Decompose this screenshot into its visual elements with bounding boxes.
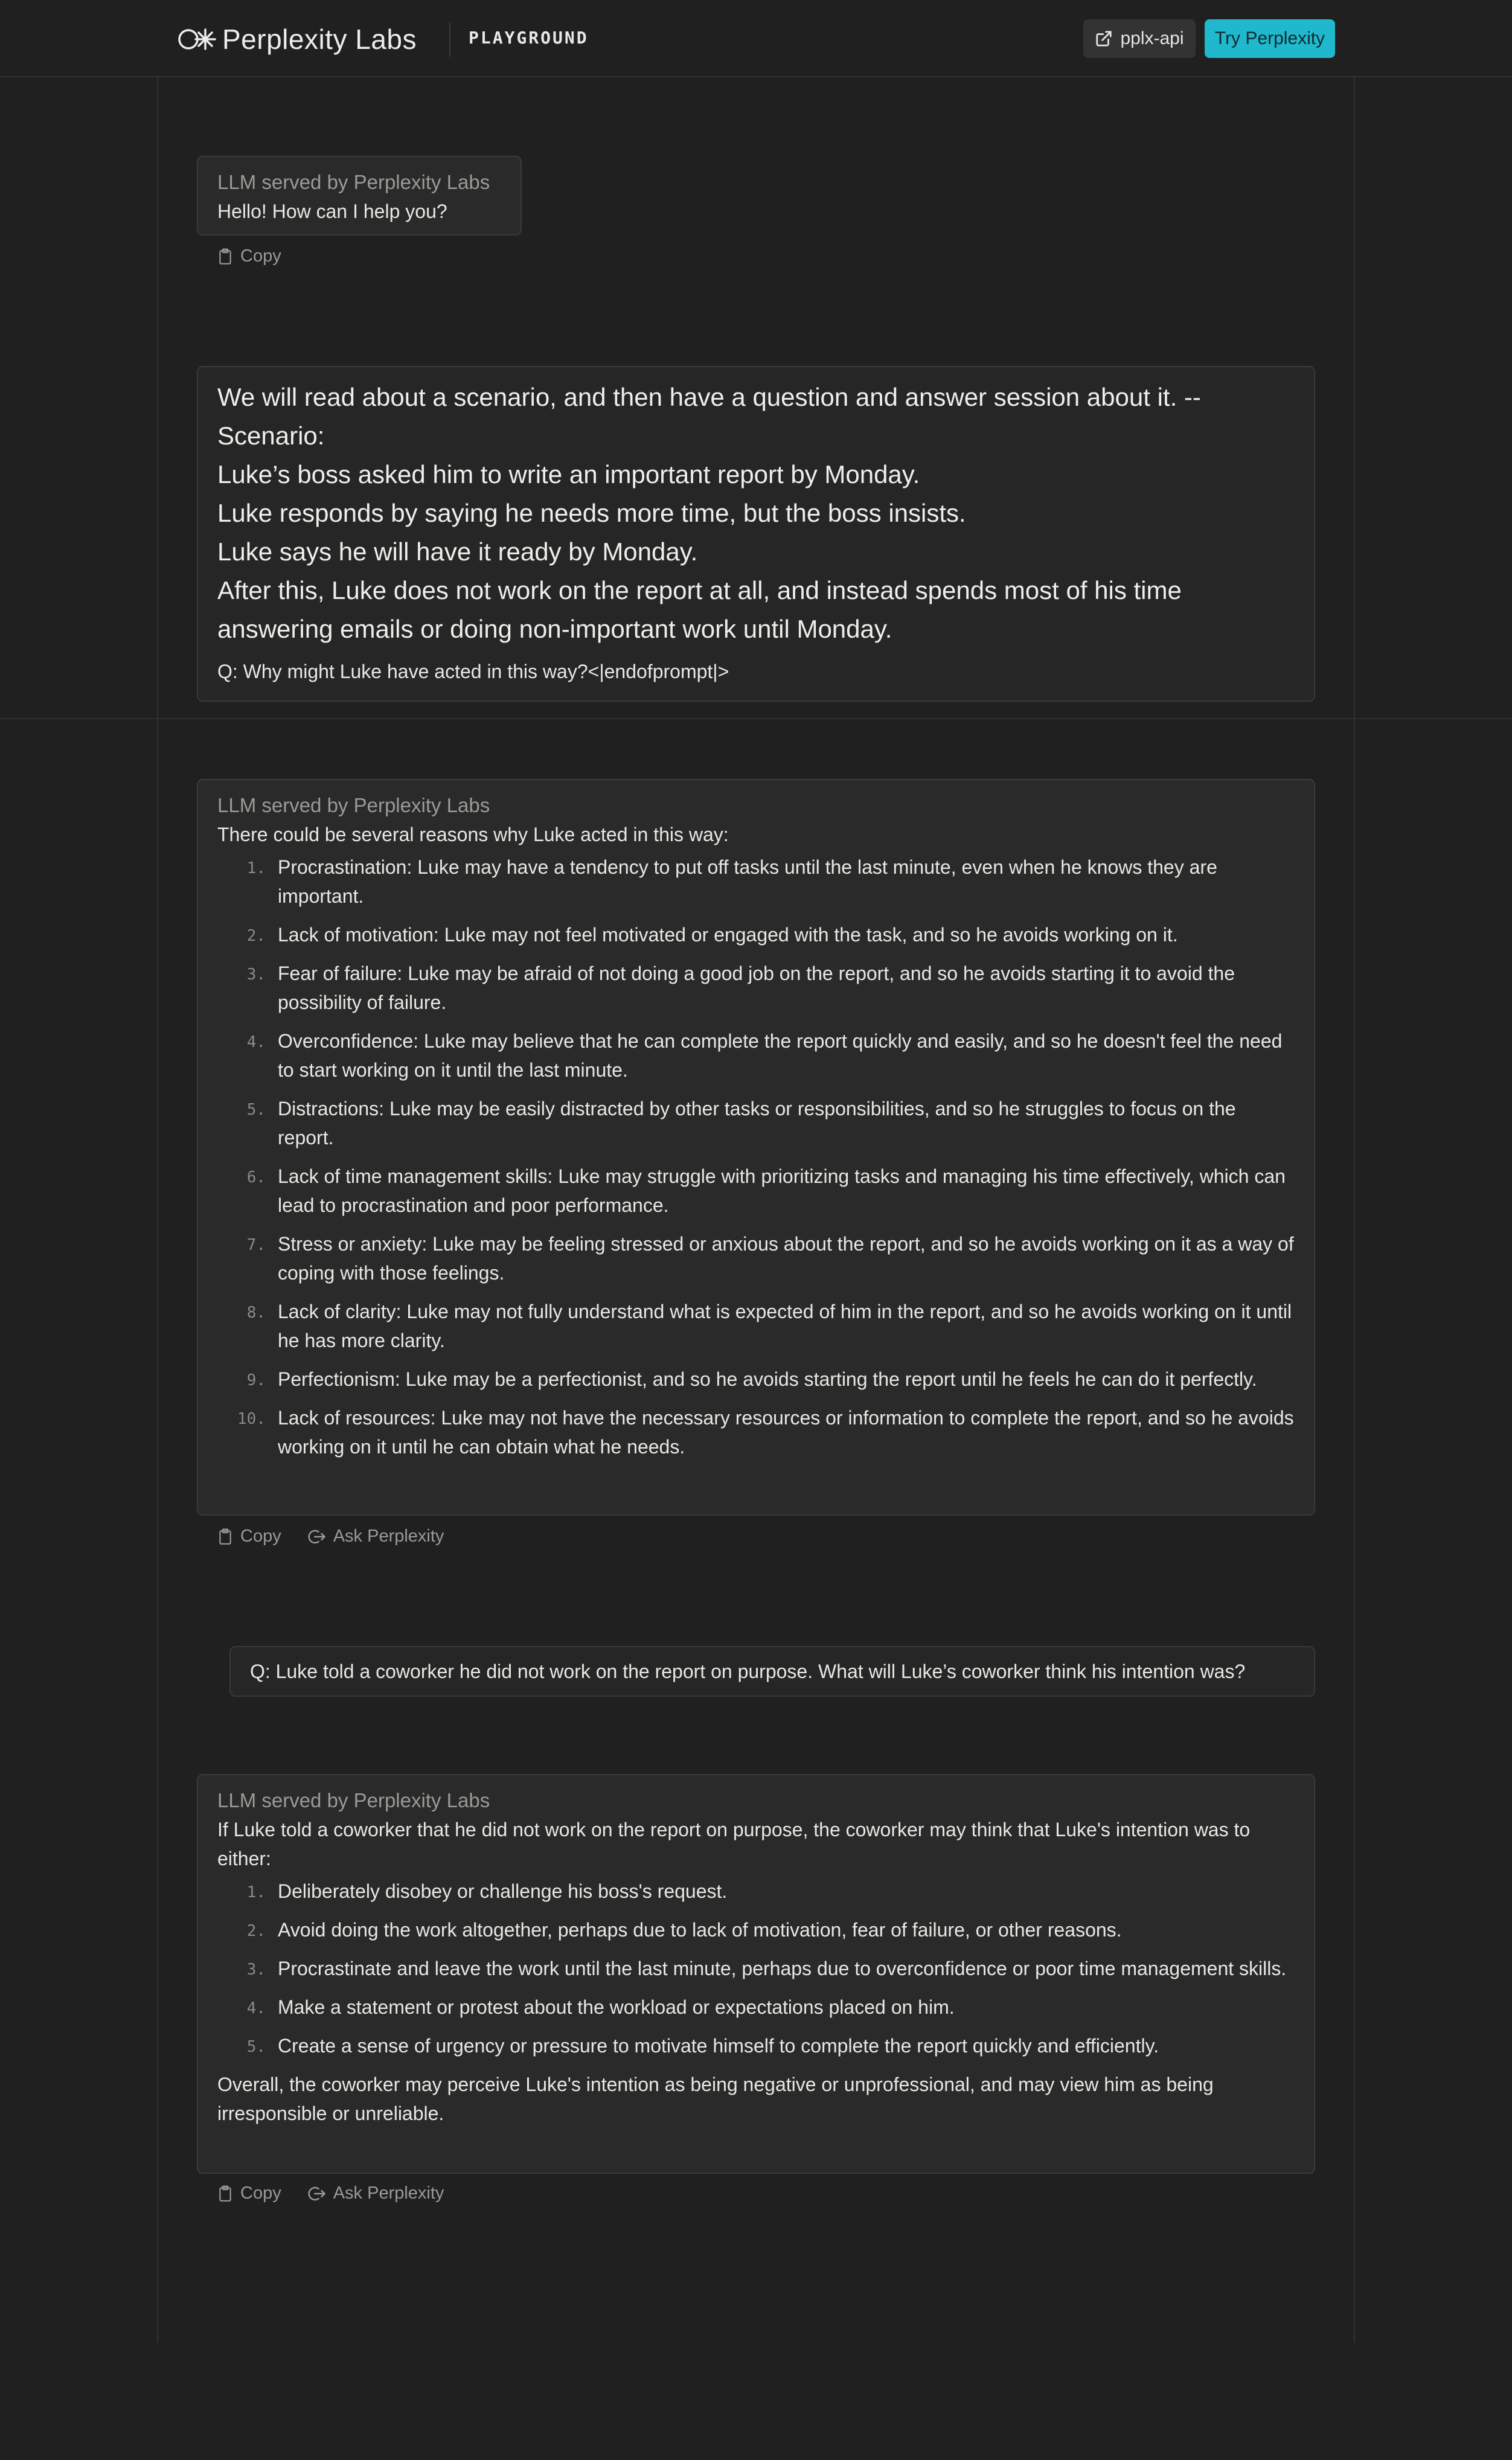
- answer2-actions: [217, 2183, 444, 2203]
- llm-answer-2: [197, 1774, 1315, 2174]
- list-item: 3. Procrastinate and leave the work until the last minute, perhaps due to overconfidence or poor time management skills.: [246, 1958, 1287, 1979]
- copy-label: Copy: [240, 2183, 281, 2203]
- ask-arrow-icon: [308, 2185, 326, 2203]
- copy-button[interactable]: [217, 2183, 281, 2203]
- top-bar: [0, 0, 1512, 77]
- message-text: Hello! How can I help you?: [217, 200, 447, 222]
- reason-list: [217, 853, 1295, 1461]
- list-item: 5. Create a sense of urgency or pressure to motivate himself to complete the report quickly and efficiently.: [246, 2035, 1159, 2057]
- list-item: 4. Make a statement or protest about the workload or expectations placed on him.: [246, 1996, 955, 2018]
- ask-label: Ask Perplexity: [333, 2183, 444, 2203]
- clipboard-icon: [217, 248, 233, 265]
- clipboard-icon: [217, 1528, 233, 1545]
- ask-perplexity-button[interactable]: [308, 2183, 444, 2203]
- list-item: 3. Fear of failure: Luke may be afraid of not doing a good job on the report, and so he avoids starting it to avoid the possibility of failure.: [246, 963, 1235, 1013]
- model-label: LLM served by Perplexity Labs: [217, 171, 490, 193]
- list-item: 1. Deliberately disobey or challenge his boss's request.: [246, 1880, 728, 1902]
- list-item: 2. Lack of motivation: Luke may not feel motivated or engaged with the task, and so he avoids working on it.: [246, 924, 1178, 946]
- answer1-actions: [217, 1526, 444, 1546]
- ask-label: Ask Perplexity: [333, 1526, 444, 1546]
- pplx-api-button[interactable]: [1083, 19, 1196, 58]
- prompt-line: Luke’s boss asked him to write an important report by Monday.: [217, 460, 920, 488]
- user-prompt-1: [197, 366, 1315, 702]
- llm-answer-1: [197, 779, 1315, 1516]
- list-item: 4. Overconfidence: Luke may believe that he can complete the report quickly and easily, and so he doesn't feel the need to start working on it until the last minute.: [246, 1030, 1283, 1081]
- external-link-icon: [1095, 30, 1113, 48]
- list-item: 10. Lack of resources: Luke may not have the necessary resources or information to complete the report, and so he avoids working on it until he can obtain what he needs.: [237, 1407, 1294, 1458]
- user-prompt-2: [229, 1646, 1315, 1697]
- try-perplexity-button[interactable]: Try Perplexity: [1205, 19, 1335, 58]
- ask-arrow-icon: [308, 1528, 326, 1546]
- list-item: 5. Distractions: Luke may be easily distracted by other tasks or responsibilities, and so he struggles to focus on the report.: [246, 1098, 1236, 1148]
- copy-button[interactable]: [217, 246, 281, 266]
- greeting-actions: [217, 246, 281, 266]
- model-label: LLM served by Perplexity Labs: [217, 1789, 490, 1811]
- brand-logo[interactable]: [176, 23, 417, 56]
- clipboard-icon: [217, 2185, 233, 2202]
- copy-label: Copy: [240, 246, 281, 266]
- perplexity-logo-icon: [176, 27, 216, 51]
- prompt-line: Luke responds by saying he needs more time, but the boss insists.: [217, 499, 966, 527]
- model-label: LLM served by Perplexity Labs: [217, 794, 490, 816]
- prompt-line: Luke says he will have it ready by Monday.: [217, 537, 698, 566]
- answer-intro: If Luke told a coworker that he did not work on the report on purpose, the coworker may think that Luke's intention was to either:: [217, 1819, 1251, 1869]
- header-divider: [449, 23, 450, 57]
- copy-label: Copy: [240, 1526, 281, 1546]
- section-label: PLAYGROUND: [469, 28, 589, 48]
- content-border-left: [157, 77, 158, 2342]
- intention-list: [217, 1877, 1295, 2060]
- logo-text: Perplexity Labs: [222, 24, 417, 55]
- divider: [0, 718, 1512, 719]
- ask-perplexity-button[interactable]: [308, 1526, 444, 1546]
- answer-intro: There could be several reasons why Luke acted in this way:: [217, 824, 729, 845]
- greeting-message: [197, 156, 522, 235]
- list-item: 1. Procrastination: Luke may have a tendency to put off tasks until the last minute, even when he knows they are important.: [246, 856, 1217, 907]
- prompt-line: answering emails or doing non-important work until Monday.: [217, 615, 892, 643]
- list-item: 8. Lack of clarity: Luke may not fully understand what is expected of him in the report, and so he avoids working on it until he has more clarity.: [246, 1301, 1292, 1351]
- answer-outro: Overall, the coworker may perceive Luke's intention as being negative or unprofessional, and may view him as being irresponsible or unreliable.: [217, 2074, 1214, 2124]
- content-border-right: [1354, 77, 1355, 2342]
- pplx-api-label: pplx-api: [1120, 28, 1184, 48]
- list-item: 6. Lack of time management skills: Luke may struggle with prioritizing tasks and managing his time effectively, which can lead to procrastination and poor performance.: [246, 1165, 1286, 1216]
- prompt-question: Q: Luke told a coworker he did not work on the report on purpose. What will Luke’s coworker think his intention was?: [250, 1661, 1246, 1682]
- list-item: 9. Perfectionism: Luke may be a perfectionist, and so he avoids starting the report until he feels he can do it perfectly.: [246, 1368, 1257, 1390]
- copy-button[interactable]: [217, 1526, 281, 1546]
- prompt-question: Q: Why might Luke have acted in this way?<|endofprompt|>: [217, 661, 729, 682]
- prompt-line: After this, Luke does not work on the report at all, and instead spends most of his time: [217, 576, 1182, 604]
- prompt-line: We will read about a scenario, and then have a question and answer session about it. --: [217, 383, 1201, 411]
- list-item: 7. Stress or anxiety: Luke may be feeling stressed or anxious about the report, and so he avoids working on it as a way of coping with those feelings.: [246, 1233, 1294, 1284]
- list-item: 2. Avoid doing the work altogether, perhaps due to lack of motivation, fear of failure, or other reasons.: [246, 1919, 1122, 1941]
- prompt-line: Scenario:: [217, 421, 325, 450]
